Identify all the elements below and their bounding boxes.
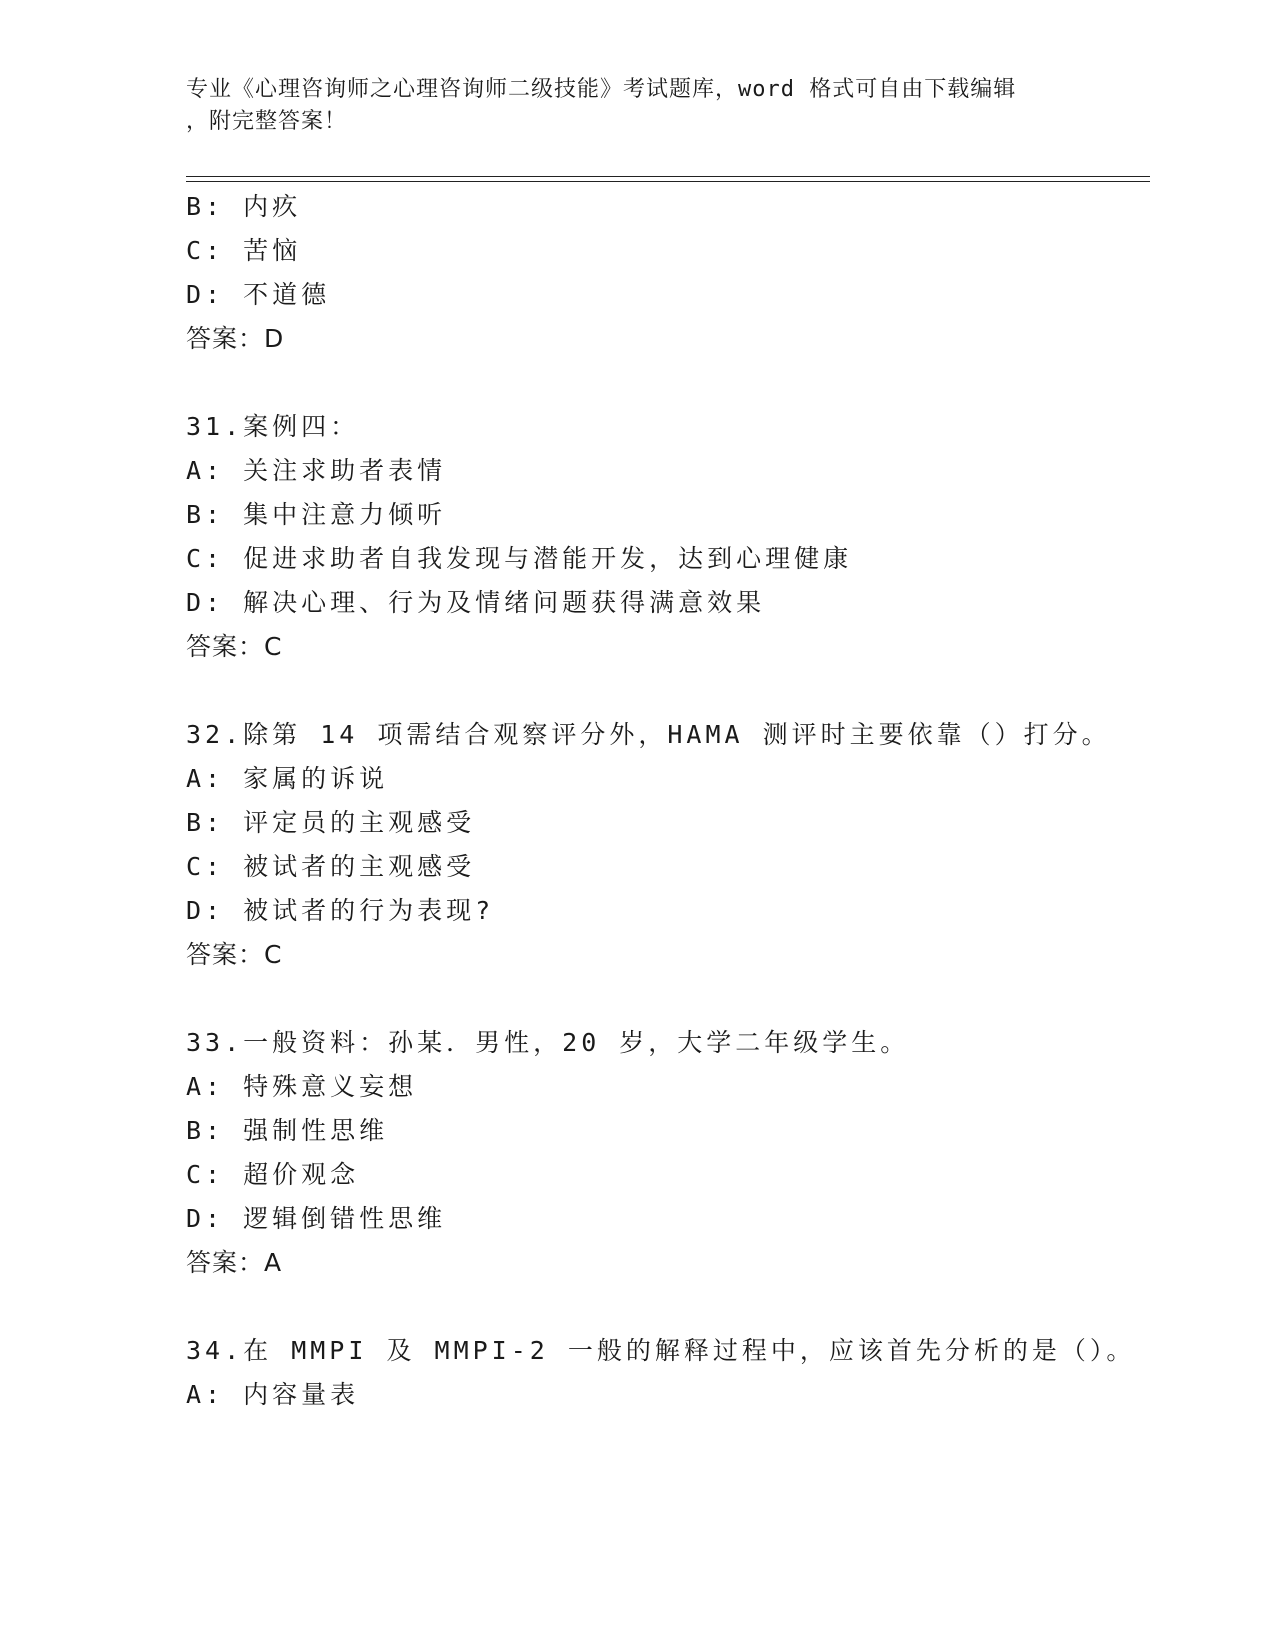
answer-line: 答案：C bbox=[186, 940, 283, 969]
header-divider-top bbox=[186, 176, 1150, 177]
option-d: D: 逻辑倒错性思维 bbox=[186, 1204, 447, 1233]
option-d: D: 解决心理、行为及情绪问题获得满意效果 bbox=[186, 588, 766, 617]
option-b: B: 内疚 bbox=[186, 192, 302, 221]
option-c: C: 被试者的主观感受 bbox=[186, 852, 476, 881]
option-d: D: 被试者的行为表现? bbox=[186, 896, 495, 925]
option-b: B: 强制性思维 bbox=[186, 1116, 389, 1145]
option-a: A: 关注求助者表情 bbox=[186, 456, 447, 485]
header-title-line-2: ，附完整答案！ bbox=[186, 109, 348, 134]
question-stem: 31.案例四： bbox=[186, 412, 360, 441]
header-title-line-1: 专业《心理咨询师之心理咨询师二级技能》考试题库，word 格式可自由下载编辑 bbox=[186, 77, 1017, 102]
option-c: C: 苦恼 bbox=[186, 236, 302, 265]
option-b: B: 评定员的主观感受 bbox=[186, 808, 476, 837]
document-header bbox=[186, 74, 1066, 138]
answer-line: 答案：A bbox=[186, 1248, 283, 1277]
question-stem: 34.在 MMPI 及 MMPI-2 一般的解释过程中，应该首先分析的是（）。 bbox=[186, 1336, 1136, 1365]
option-a: A: 特殊意义妄想 bbox=[186, 1072, 418, 1101]
option-d: D: 不道德 bbox=[186, 280, 331, 309]
option-c: C: 促进求助者自我发现与潜能开发，达到心理健康 bbox=[186, 544, 853, 573]
option-c: C: 超价观念 bbox=[186, 1160, 360, 1189]
header-divider-bottom bbox=[186, 181, 1150, 182]
answer-line: 答案：C bbox=[186, 632, 283, 661]
answer-line: 答案：D bbox=[186, 324, 285, 353]
question-stem: 32.除第 14 项需结合观察评分外，HAMA 测评时主要依靠（）打分。 bbox=[186, 720, 1111, 749]
option-a: A: 内容量表 bbox=[186, 1380, 360, 1409]
question-stem: 33.一般资料：孙某．男性，20 岁，大学二年级学生。 bbox=[186, 1028, 910, 1057]
option-b: B: 集中注意力倾听 bbox=[186, 500, 447, 529]
option-a: A: 家属的诉说 bbox=[186, 764, 389, 793]
